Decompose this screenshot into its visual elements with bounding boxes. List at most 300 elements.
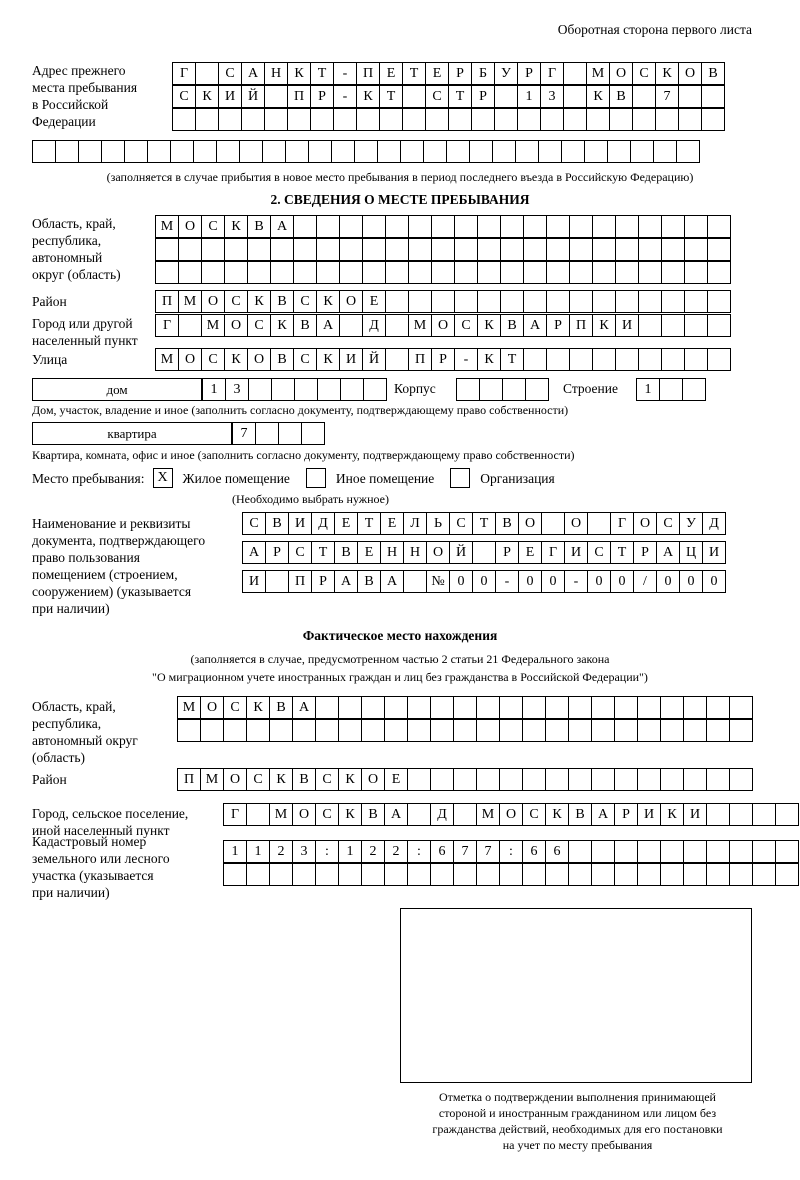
form-cell[interactable] <box>684 348 708 371</box>
form-cell[interactable] <box>339 314 363 337</box>
form-cell[interactable]: О <box>200 696 224 719</box>
form-cell[interactable] <box>339 261 363 284</box>
cadastral-row-2[interactable] <box>223 863 798 886</box>
form-cell[interactable]: Т <box>357 512 381 535</box>
form-cell[interactable] <box>317 378 341 401</box>
form-cell[interactable] <box>499 719 523 742</box>
document-row-3[interactable] <box>242 570 725 593</box>
form-cell[interactable] <box>661 348 685 371</box>
actual-region-row-1[interactable] <box>177 696 752 719</box>
form-cell[interactable] <box>615 348 639 371</box>
form-cell[interactable] <box>592 261 616 284</box>
form-cell[interactable] <box>592 290 616 313</box>
form-cell[interactable]: П <box>356 62 380 85</box>
form-cell[interactable] <box>339 238 363 261</box>
form-cell[interactable] <box>541 512 565 535</box>
form-cell[interactable] <box>523 290 547 313</box>
form-cell[interactable] <box>706 768 730 791</box>
form-cell[interactable] <box>338 719 362 742</box>
form-cell[interactable] <box>494 85 518 108</box>
prev-address-row-3[interactable] <box>172 108 724 131</box>
form-cell[interactable] <box>338 696 362 719</box>
form-cell[interactable] <box>684 261 708 284</box>
form-cell[interactable] <box>638 314 662 337</box>
form-cell[interactable] <box>591 719 615 742</box>
form-cell[interactable] <box>476 696 500 719</box>
form-cell[interactable] <box>660 768 684 791</box>
form-cell[interactable]: С <box>522 803 546 826</box>
form-cell[interactable]: П <box>569 314 593 337</box>
form-cell[interactable]: Е <box>362 290 386 313</box>
form-cell[interactable] <box>362 215 386 238</box>
form-cell[interactable]: Ь <box>426 512 450 535</box>
form-cell[interactable]: М <box>200 768 224 791</box>
form-cell[interactable] <box>407 863 431 886</box>
form-cell[interactable] <box>522 768 546 791</box>
form-cell[interactable] <box>500 261 524 284</box>
form-cell[interactable] <box>563 85 587 108</box>
form-cell[interactable]: В <box>292 768 316 791</box>
form-cell[interactable]: М <box>155 215 179 238</box>
form-cell[interactable] <box>361 719 385 742</box>
form-cell[interactable]: 0 <box>679 570 703 593</box>
form-cell[interactable] <box>453 768 477 791</box>
form-cell[interactable]: : <box>315 840 339 863</box>
form-cell[interactable]: С <box>449 512 473 535</box>
form-cell[interactable] <box>729 803 753 826</box>
form-cell[interactable] <box>525 378 549 401</box>
form-cell[interactable] <box>659 378 683 401</box>
form-cell[interactable]: С <box>425 85 449 108</box>
form-cell[interactable] <box>569 238 593 261</box>
form-cell[interactable]: В <box>357 570 381 593</box>
form-cell[interactable]: Р <box>633 541 657 564</box>
form-cell[interactable] <box>586 108 610 131</box>
form-cell[interactable] <box>177 719 201 742</box>
form-cell[interactable] <box>500 238 524 261</box>
form-cell[interactable] <box>354 140 378 163</box>
form-cell[interactable] <box>362 261 386 284</box>
form-cell[interactable] <box>178 238 202 261</box>
form-cell[interactable]: О <box>426 541 450 564</box>
form-cell[interactable] <box>701 108 725 131</box>
form-cell[interactable]: 3 <box>292 840 316 863</box>
form-cell[interactable] <box>285 140 309 163</box>
form-cell[interactable] <box>655 108 679 131</box>
form-cell[interactable] <box>315 719 339 742</box>
form-cell[interactable] <box>523 215 547 238</box>
form-cell[interactable]: Й <box>362 348 386 371</box>
form-cell[interactable] <box>407 768 431 791</box>
form-cell[interactable]: С <box>201 215 225 238</box>
form-cell[interactable] <box>660 840 684 863</box>
form-cell[interactable] <box>591 863 615 886</box>
checkbox-residential[interactable]: X <box>153 468 173 488</box>
form-cell[interactable]: С <box>315 768 339 791</box>
form-cell[interactable] <box>402 108 426 131</box>
form-cell[interactable] <box>408 261 432 284</box>
form-cell[interactable] <box>638 290 662 313</box>
form-cell[interactable]: О <box>223 768 247 791</box>
form-cell[interactable] <box>471 108 495 131</box>
prev-address-row-4[interactable] <box>32 140 699 163</box>
form-cell[interactable] <box>453 863 477 886</box>
form-cell[interactable]: Н <box>380 541 404 564</box>
form-cell[interactable]: О <box>178 348 202 371</box>
form-cell[interactable]: К <box>316 348 340 371</box>
form-cell[interactable]: А <box>241 62 265 85</box>
prev-address-row-1[interactable] <box>172 62 724 85</box>
form-cell[interactable]: Р <box>265 541 289 564</box>
form-cell[interactable] <box>195 108 219 131</box>
form-cell[interactable]: К <box>269 768 293 791</box>
form-cell[interactable]: К <box>545 803 569 826</box>
form-cell[interactable] <box>477 290 501 313</box>
form-cell[interactable] <box>706 719 730 742</box>
form-cell[interactable] <box>707 238 731 261</box>
form-cell[interactable] <box>269 719 293 742</box>
form-cell[interactable] <box>453 696 477 719</box>
form-cell[interactable] <box>563 62 587 85</box>
form-cell[interactable]: С <box>632 62 656 85</box>
form-cell[interactable] <box>517 108 541 131</box>
form-cell[interactable] <box>614 863 638 886</box>
form-cell[interactable]: О <box>292 803 316 826</box>
form-cell[interactable] <box>385 290 409 313</box>
form-cell[interactable] <box>78 140 102 163</box>
form-cell[interactable] <box>193 140 217 163</box>
form-cell[interactable]: Р <box>517 62 541 85</box>
form-cell[interactable] <box>292 863 316 886</box>
form-cell[interactable]: 2 <box>361 840 385 863</box>
form-cell[interactable] <box>385 215 409 238</box>
form-cell[interactable]: П <box>408 348 432 371</box>
form-cell[interactable] <box>545 863 569 886</box>
form-cell[interactable] <box>479 378 503 401</box>
form-cell[interactable]: А <box>242 541 266 564</box>
form-cell[interactable] <box>638 348 662 371</box>
form-cell[interactable] <box>408 290 432 313</box>
form-cell[interactable] <box>361 696 385 719</box>
form-cell[interactable]: Р <box>310 85 334 108</box>
form-cell[interactable]: Г <box>610 512 634 535</box>
form-cell[interactable] <box>494 108 518 131</box>
form-cell[interactable]: П <box>155 290 179 313</box>
form-cell[interactable]: - <box>495 570 519 593</box>
form-cell[interactable] <box>500 290 524 313</box>
form-cell[interactable]: И <box>218 85 242 108</box>
house-number-row[interactable] <box>202 378 386 401</box>
form-cell[interactable] <box>246 863 270 886</box>
form-cell[interactable]: Д <box>702 512 726 535</box>
region-row-3[interactable] <box>155 261 730 284</box>
form-cell[interactable] <box>632 108 656 131</box>
document-row-1[interactable] <box>242 512 725 535</box>
form-cell[interactable] <box>701 85 725 108</box>
form-cell[interactable] <box>683 768 707 791</box>
form-cell[interactable] <box>248 378 272 401</box>
form-cell[interactable] <box>729 863 753 886</box>
form-cell[interactable] <box>453 719 477 742</box>
form-cell[interactable]: 1 <box>338 840 362 863</box>
form-cell[interactable]: Н <box>403 541 427 564</box>
form-cell[interactable] <box>592 238 616 261</box>
form-cell[interactable] <box>223 863 247 886</box>
form-cell[interactable] <box>155 238 179 261</box>
form-cell[interactable] <box>682 378 706 401</box>
form-cell[interactable]: С <box>454 314 478 337</box>
form-cell[interactable] <box>707 215 731 238</box>
form-cell[interactable]: М <box>476 803 500 826</box>
form-cell[interactable] <box>271 378 295 401</box>
form-cell[interactable]: К <box>287 62 311 85</box>
form-cell[interactable] <box>707 348 731 371</box>
form-cell[interactable] <box>729 768 753 791</box>
form-cell[interactable]: Е <box>384 768 408 791</box>
form-cell[interactable] <box>124 140 148 163</box>
form-cell[interactable]: 0 <box>541 570 565 593</box>
form-cell[interactable] <box>591 696 615 719</box>
form-cell[interactable]: И <box>615 314 639 337</box>
form-cell[interactable] <box>684 238 708 261</box>
form-cell[interactable] <box>293 215 317 238</box>
form-cell[interactable]: Р <box>431 348 455 371</box>
form-cell[interactable] <box>546 290 570 313</box>
form-cell[interactable] <box>661 261 685 284</box>
form-cell[interactable] <box>423 140 447 163</box>
flat-number-row[interactable] <box>232 422 324 445</box>
form-cell[interactable]: О <box>609 62 633 85</box>
form-cell[interactable]: Т <box>610 541 634 564</box>
form-cell[interactable] <box>683 863 707 886</box>
form-cell[interactable] <box>637 719 661 742</box>
form-cell[interactable]: А <box>316 314 340 337</box>
form-cell[interactable] <box>384 719 408 742</box>
form-cell[interactable]: О <box>201 290 225 313</box>
form-cell[interactable]: 6 <box>430 840 454 863</box>
form-cell[interactable] <box>385 238 409 261</box>
form-cell[interactable] <box>316 215 340 238</box>
form-cell[interactable] <box>546 215 570 238</box>
form-cell[interactable] <box>361 863 385 886</box>
form-cell[interactable] <box>502 378 526 401</box>
form-cell[interactable] <box>201 261 225 284</box>
form-cell[interactable] <box>178 261 202 284</box>
form-cell[interactable] <box>408 215 432 238</box>
form-cell[interactable]: 0 <box>656 570 680 593</box>
stamp-box[interactable] <box>400 908 752 1083</box>
form-cell[interactable]: К <box>586 85 610 108</box>
form-cell[interactable]: Т <box>402 62 426 85</box>
form-cell[interactable]: К <box>655 62 679 85</box>
form-cell[interactable] <box>316 238 340 261</box>
form-cell[interactable] <box>32 140 56 163</box>
city-row[interactable] <box>155 314 730 337</box>
form-cell[interactable]: А <box>591 803 615 826</box>
form-cell[interactable]: С <box>218 62 242 85</box>
form-cell[interactable] <box>638 238 662 261</box>
form-cell[interactable]: В <box>568 803 592 826</box>
form-cell[interactable]: В <box>334 541 358 564</box>
form-cell[interactable]: А <box>292 696 316 719</box>
form-cell[interactable] <box>568 696 592 719</box>
form-cell[interactable] <box>431 215 455 238</box>
form-cell[interactable]: 0 <box>472 570 496 593</box>
form-cell[interactable] <box>476 768 500 791</box>
form-cell[interactable]: 3 <box>540 85 564 108</box>
form-cell[interactable] <box>331 140 355 163</box>
form-cell[interactable] <box>684 290 708 313</box>
form-cell[interactable]: А <box>380 570 404 593</box>
form-cell[interactable] <box>385 348 409 371</box>
form-cell[interactable]: К <box>224 348 248 371</box>
form-cell[interactable]: У <box>679 512 703 535</box>
form-cell[interactable] <box>592 215 616 238</box>
form-cell[interactable] <box>178 314 202 337</box>
form-cell[interactable] <box>469 140 493 163</box>
form-cell[interactable] <box>216 140 240 163</box>
form-cell[interactable] <box>287 108 311 131</box>
form-cell[interactable] <box>587 512 611 535</box>
form-cell[interactable] <box>683 719 707 742</box>
form-cell[interactable] <box>775 840 799 863</box>
form-cell[interactable] <box>333 108 357 131</box>
form-cell[interactable] <box>678 85 702 108</box>
form-cell[interactable] <box>545 696 569 719</box>
form-cell[interactable] <box>316 261 340 284</box>
form-cell[interactable] <box>247 238 271 261</box>
form-cell[interactable] <box>630 140 654 163</box>
form-cell[interactable] <box>477 238 501 261</box>
form-cell[interactable]: К <box>195 85 219 108</box>
form-cell[interactable] <box>265 570 289 593</box>
form-cell[interactable]: Е <box>334 512 358 535</box>
form-cell[interactable] <box>563 108 587 131</box>
form-cell[interactable]: С <box>223 696 247 719</box>
form-cell[interactable] <box>340 378 364 401</box>
region-row-2[interactable] <box>155 238 730 261</box>
form-cell[interactable] <box>615 215 639 238</box>
cadastral-row-1[interactable] <box>223 840 798 863</box>
form-cell[interactable] <box>270 261 294 284</box>
form-cell[interactable] <box>752 840 776 863</box>
form-cell[interactable]: В <box>701 62 725 85</box>
form-cell[interactable]: 7 <box>655 85 679 108</box>
form-cell[interactable] <box>678 108 702 131</box>
form-cell[interactable] <box>661 215 685 238</box>
form-cell[interactable] <box>377 140 401 163</box>
form-cell[interactable]: П <box>287 85 311 108</box>
form-cell[interactable] <box>706 840 730 863</box>
form-cell[interactable] <box>607 140 631 163</box>
stroenie-row[interactable] <box>636 378 705 401</box>
form-cell[interactable] <box>522 719 546 742</box>
form-cell[interactable]: Е <box>518 541 542 564</box>
form-cell[interactable] <box>775 803 799 826</box>
form-cell[interactable] <box>615 238 639 261</box>
form-cell[interactable]: Г <box>172 62 196 85</box>
form-cell[interactable] <box>568 863 592 886</box>
form-cell[interactable] <box>592 348 616 371</box>
form-cell[interactable]: О <box>247 348 271 371</box>
form-cell[interactable] <box>269 863 293 886</box>
form-cell[interactable]: Р <box>471 85 495 108</box>
form-cell[interactable]: Д <box>362 314 386 337</box>
form-cell[interactable] <box>609 108 633 131</box>
form-cell[interactable] <box>224 238 248 261</box>
form-cell[interactable]: Л <box>403 512 427 535</box>
form-cell[interactable] <box>637 863 661 886</box>
form-cell[interactable] <box>292 719 316 742</box>
form-cell[interactable] <box>310 108 334 131</box>
form-cell[interactable] <box>545 768 569 791</box>
form-cell[interactable]: Г <box>541 541 565 564</box>
form-cell[interactable]: 0 <box>702 570 726 593</box>
form-cell[interactable]: В <box>495 512 519 535</box>
form-cell[interactable]: К <box>247 290 271 313</box>
form-cell[interactable]: - <box>454 348 478 371</box>
form-cell[interactable] <box>402 85 426 108</box>
street-row[interactable] <box>155 348 730 371</box>
form-cell[interactable]: К <box>316 290 340 313</box>
form-cell[interactable] <box>615 290 639 313</box>
form-cell[interactable]: Е <box>380 512 404 535</box>
form-cell[interactable]: О <box>564 512 588 535</box>
form-cell[interactable]: 1 <box>223 840 247 863</box>
form-cell[interactable] <box>660 696 684 719</box>
form-cell[interactable] <box>264 108 288 131</box>
form-cell[interactable]: М <box>155 348 179 371</box>
form-cell[interactable] <box>569 261 593 284</box>
form-cell[interactable] <box>523 238 547 261</box>
form-cell[interactable] <box>400 140 424 163</box>
form-cell[interactable]: К <box>477 314 501 337</box>
form-cell[interactable] <box>569 348 593 371</box>
form-cell[interactable]: О <box>361 768 385 791</box>
form-cell[interactable] <box>407 696 431 719</box>
form-cell[interactable]: К <box>477 348 501 371</box>
form-cell[interactable] <box>294 378 318 401</box>
form-cell[interactable]: К <box>338 768 362 791</box>
form-cell[interactable]: Р <box>311 570 335 593</box>
form-cell[interactable] <box>676 140 700 163</box>
form-cell[interactable]: № <box>426 570 450 593</box>
form-cell[interactable]: Е <box>357 541 381 564</box>
form-cell[interactable]: Й <box>241 85 265 108</box>
form-cell[interactable] <box>729 719 753 742</box>
form-cell[interactable]: П <box>288 570 312 593</box>
form-cell[interactable] <box>384 863 408 886</box>
form-cell[interactable]: А <box>334 570 358 593</box>
form-cell[interactable]: В <box>270 348 294 371</box>
form-cell[interactable] <box>453 803 477 826</box>
form-cell[interactable] <box>293 261 317 284</box>
form-cell[interactable]: В <box>265 512 289 535</box>
form-cell[interactable] <box>430 768 454 791</box>
form-cell[interactable] <box>614 840 638 863</box>
form-cell[interactable]: И <box>637 803 661 826</box>
form-cell[interactable]: П <box>177 768 201 791</box>
form-cell[interactable]: 6 <box>545 840 569 863</box>
form-cell[interactable] <box>223 719 247 742</box>
form-cell[interactable] <box>101 140 125 163</box>
form-cell[interactable]: Д <box>430 803 454 826</box>
form-cell[interactable]: 0 <box>587 570 611 593</box>
actual-city-row[interactable] <box>223 803 798 826</box>
form-cell[interactable] <box>270 238 294 261</box>
form-cell[interactable]: С <box>172 85 196 108</box>
form-cell[interactable]: Т <box>379 85 403 108</box>
